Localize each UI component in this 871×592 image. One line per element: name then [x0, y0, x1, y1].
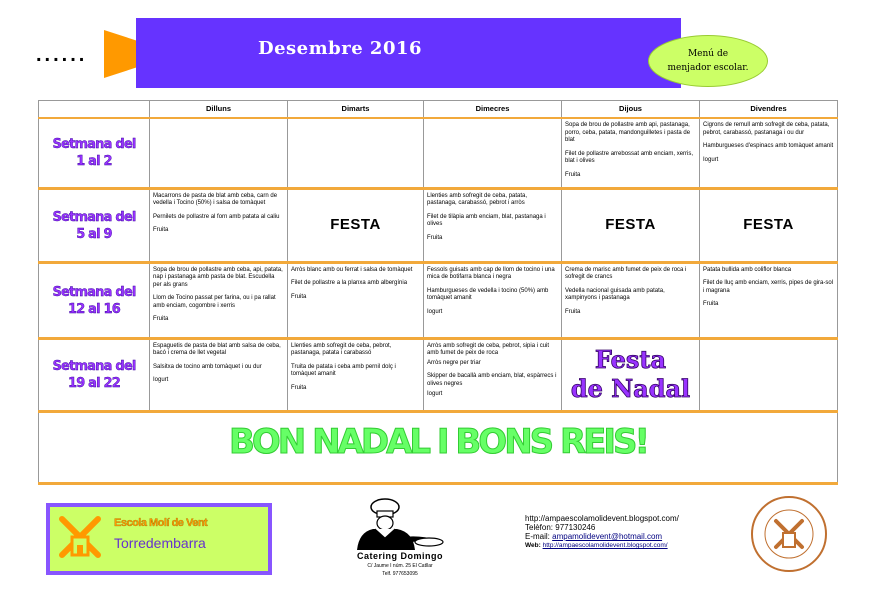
dish: Fruita [291, 293, 307, 300]
catering-name: Catering Domingo [357, 551, 443, 561]
ampa-seal-icon [750, 495, 828, 573]
blog-url[interactable]: http://ampaescolamolidevent.blogspot.com/ [525, 514, 679, 523]
dish: Fruita [291, 384, 307, 391]
christmas-holiday-label: Festa de Nadal [570, 344, 691, 403]
menu-cell [288, 262, 424, 338]
web-row [525, 541, 679, 550]
menu-cell [562, 118, 700, 188]
week-label: Setmana del 12 al 16 [39, 262, 150, 338]
dish: Fruita [703, 301, 719, 308]
menu-cell [562, 338, 700, 411]
holiday-label: FESTA [605, 215, 656, 233]
menu-cell [424, 338, 562, 411]
dish: Iogurt [427, 308, 443, 315]
menu-badge-label: Menú de menjador escolar. [667, 49, 749, 73]
dish: Fruita [565, 308, 581, 315]
menu-badge [648, 35, 768, 87]
week-row [39, 118, 838, 188]
menu-cell [150, 188, 288, 262]
week-row [39, 188, 838, 262]
week-row [39, 262, 838, 338]
menu-cell [424, 262, 562, 338]
dish: Patata bullida amb coliflor blanca [703, 266, 792, 273]
day-header: Dimecres [424, 101, 562, 119]
dish: Sopa de brou de pollastre amb ceba, api, patata, nap i pastanaga amb pasta de blat. Escudella per als grans [153, 266, 283, 288]
school-box [46, 503, 272, 575]
day-header-row [39, 101, 838, 119]
dish: Macarrons de pasta de blat amb ceba, carn de vedella i Tocino (50%) i salsa de tomàquet [153, 192, 278, 207]
dish: Fessols guisats amb cap de llom de tocino i una mica de botifarra blanca i negra [427, 266, 555, 281]
menu-cell [150, 338, 288, 411]
dish: Llenties amb sofregit de ceba, pebrot, pastanaga, patata i carabassó [291, 342, 392, 357]
page-title: Desembre 2016 [257, 38, 423, 59]
dish: Iogurt [153, 377, 169, 384]
menu-cell [150, 262, 288, 338]
dish: Salsitxa de tocino amb tomàquet i ou dur [153, 363, 262, 370]
dish: Iogurt [703, 156, 719, 163]
greeting-cell [39, 411, 838, 483]
dish: Hamburgueses d'espinacs amb tomàquet amanit [703, 143, 834, 150]
holiday-label: FESTA [330, 215, 381, 233]
email-label: E-mail: [525, 532, 550, 541]
menu-cell [288, 118, 424, 188]
dish: Hamburgueses de vedella i tocino (50%) amb tomàquet amanit [427, 287, 549, 302]
menu-cell [424, 188, 562, 262]
day-header: Dimarts [288, 101, 424, 119]
menu-cell [700, 338, 838, 411]
dish: Llenties amb sofregit de ceba, patata, pastanaga, carabassó, pebrot i arròs [427, 192, 528, 207]
dish: Sopa de brou de pollastre amb api, pastanaga, porro, ceba, patata, mandonguilletes i pasta de blat [565, 122, 691, 144]
week-row [39, 338, 838, 411]
menu-cell [700, 262, 838, 338]
dish: Pernilets de pollastre al forn amb patata al caliu [153, 213, 280, 220]
dish: Crema de marisc amb fumet de peix de roca i sofregit de crancs [565, 266, 687, 281]
dish: Fruita [427, 234, 443, 241]
menu-cell [562, 262, 700, 338]
menu-cell [562, 188, 700, 262]
dish: Arròs amb sofregit de ceba, pebrot, sipia i cuit amb fumet de peix de roca [427, 342, 550, 357]
menu-cell [288, 188, 424, 262]
windmill-logo-icon [56, 513, 104, 561]
greeting-row [39, 411, 838, 483]
dish: Iogurt [427, 391, 443, 398]
week-label: Setmana del 5 al 9 [39, 188, 150, 262]
holiday-label: FESTA [743, 215, 794, 233]
dish: Vedella nacional guisada amb patata, xampinyons i pastanaga [565, 287, 665, 302]
week-label: Setmana del 19 al 22 [39, 338, 150, 411]
dish: Truita de patata i ceba amb pernil dolç i tomàquet amanit [291, 363, 396, 378]
dish: Filet de lluç amb enciam, xerris, pipes de gira-sol i magrana [703, 280, 834, 294]
menu-cell [700, 118, 838, 188]
email-link[interactable]: ampamolidevent@hotmail.com [552, 532, 663, 541]
dish: Fruita [153, 316, 169, 323]
menu-table [38, 100, 838, 485]
dish: Arròs negre per triar [427, 359, 481, 366]
header-empty-cell [39, 101, 150, 119]
web-label: Web: [525, 542, 541, 549]
dish: Espaguetis de pasta de blat amb salsa de ceba, bacó i crema de llet vegetal [153, 342, 281, 357]
decorative-dots: ...... [36, 44, 88, 66]
dish: Fruita [565, 171, 581, 178]
school-name: Escola Molí de Vent [114, 517, 208, 529]
menu-cell [288, 338, 424, 411]
menu-cell [150, 118, 288, 188]
school-town: Torredembarra [114, 535, 206, 551]
dish: Fruita [153, 227, 169, 234]
dish: Cigrons de remull amb sofregit de ceba, patata, pebrot, carabassó, pastanaga i ou dur [703, 122, 830, 136]
dish: Arròs blanc amb ou ferrat i salsa de tomàquet [291, 266, 413, 273]
phone-text: Telèfon: 977130246 [525, 523, 596, 532]
web-link[interactable]: http://ampaescolamolidevent.blogspot.com/ [542, 542, 668, 549]
chef-logo-icon [337, 498, 455, 550]
dish: Filet de tilàpia amb enciam, blat, pastanaga i olives [427, 213, 546, 228]
contact-info [525, 514, 679, 550]
dish: Filet de pollastre arrebossat amb enciam, xerris, blat i olives [565, 150, 694, 165]
day-header: Dijous [562, 101, 700, 119]
menu-cell [700, 188, 838, 262]
day-header: Dilluns [150, 101, 288, 119]
menu-cell [424, 118, 562, 188]
dish: Filet de pollastre a la planxa amb albergínia [291, 280, 408, 287]
greeting-text: BON NADAL I BONS REIS! [228, 421, 648, 462]
week-label: Setmana del 1 al 2 [39, 118, 150, 188]
catering-phone: Telf. 977653095 [382, 571, 418, 577]
dish: Llom de Tocino passat per farina, ou i pa rallat amb enciam, cogombre i xerris [153, 295, 276, 309]
day-header: Divendres [700, 101, 838, 119]
dish: Skipper de bacallà amb enciam, blat, espàrrecs i olives negres [427, 373, 557, 387]
email-row [525, 532, 679, 541]
catering-address: C/ Jaume I núm. 25 El Catllar [367, 563, 433, 569]
